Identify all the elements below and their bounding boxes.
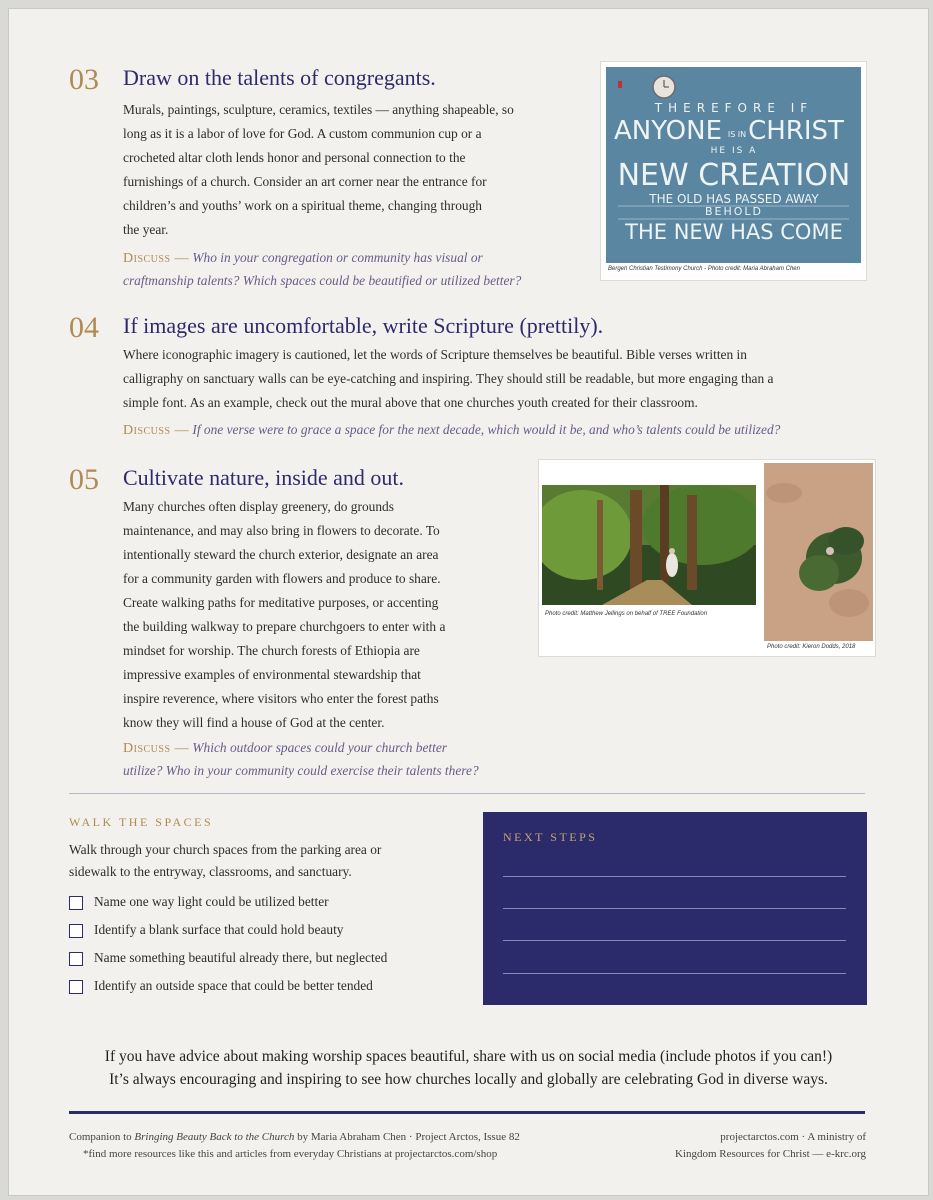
mural-photo-frame [600,61,867,281]
checklist-label: Name something beautiful already there, but neglected [94,950,388,965]
mural-caption: Bergen Christian Testimony Church - Photo credit: Maria Abraham Chen [608,266,800,272]
checkbox[interactable] [69,952,83,966]
page [8,8,929,1196]
checklist-label: Name one way light could be utilized better [94,894,329,909]
section-heading: Cultivate nature, inside and out. [123,465,405,490]
section-heading: Draw on the talents of congregants. [123,65,436,90]
discuss-label: Discuss — [123,741,190,756]
discuss-prompt: Discuss — Which outdoor spaces could your church better utilize? Who in your community could exercise their talents there? [123,740,479,778]
section-04 [69,311,869,441]
checklist-label: Identify a blank surface that could hold beauty [94,922,344,937]
next-steps-line[interactable] [503,940,846,941]
mural-line-1: THEREFORE IF [654,101,814,115]
mural-line-3: IS IN [727,130,747,139]
section-heading: If images are uncomfortable, write Scripture (prettily). [123,313,604,338]
aerial-caption: Photo credit: Kieron Dodds, 2018 [767,644,856,650]
checkbox[interactable] [69,980,83,994]
mural-line-8: BEHOLD [704,205,764,218]
next-steps-title: NEXT STEPS [503,830,598,844]
next-steps-line[interactable] [503,876,846,877]
section-divider [69,793,865,794]
mural-line-9: THE NEW HAS COME [625,220,843,244]
mural-photo [606,67,861,263]
mural-line-4: CHRIST [748,116,844,146]
mural-line-2: ANYONE [613,116,723,146]
checklist-label: Identify an outside space that could be better tended [94,978,373,993]
section-body: Murals, paintings, sculpture, ceramics, textiles — anything shapeable, so long as it is a labor of love for God. A custom communion cup or a crocheted altar cloth lends honor and personal connection to the furnishings of a church. Consider an art corner near the entrance for children’s and youths’ work on a spiritual theme, changing through the year. [123,102,514,237]
closing-message: If you have advice about making worship spaces beautiful, share with us on social media (include photos if you can!) It’s always encouraging and inspiring to see how churches locally and globally are celebrating God in diverse ways. [104,1048,833,1088]
discuss-label: Discuss — [123,423,190,438]
footer-credits: Companion to Bringing Beauty Back to the Church by Maria Abraham Chen · Project Arctos, Issue 82 *find more resources like this and articles from everyday Christians at projectarctos.com/shop [69,1129,520,1163]
mural-line-6: NEW CREATION [617,158,851,193]
discuss-prompt: Discuss — Who in your congregation or community has visual or craftmanship talents? Which spaces could be beautified or utilized better? [123,250,522,288]
footer-rule [69,1111,865,1114]
section-05 [69,463,539,793]
section-03 [69,63,589,303]
section-body: Many churches often display greenery, do grounds maintenance, and may also bring in flowers to decorate. To intentionally steward the church exterior, designate an area for a community garden with flowers and produce to share. Create walking paths for meditative purposes, or accenting the building walkway to prepare churchgoers to enter with a mindset for worship. The church forests of Ethiopia are impressive examples of environmental stewardship that inspire reverence, where visitors who enter the forest paths know they will find a house of God at the center. [123,499,446,730]
footer-krc-link[interactable]: Kingdom Resources for Christ — e-krc.org [674,1148,866,1160]
section-number: 04 [69,311,99,344]
next-steps-line[interactable] [503,973,846,974]
section-number: 03 [69,63,99,96]
church-forest-aerial-photo [764,463,873,641]
next-steps-panel [483,812,867,1005]
wall-switch [618,81,622,88]
walk-title: WALK THE SPACES [69,815,214,829]
next-steps-line[interactable] [503,908,846,909]
footer-resources-link[interactable]: *find more resources like this and articles from everyday Christians at projectarctos.com/shop [83,1148,498,1160]
forest-caption: Photo credit: Matthew Jellings on behalf of TREE Foundation [545,611,708,617]
walk-intro: Walk through your church spaces from the parking area or sidewalk to the entryway, classrooms, and sanctuary. [69,842,382,879]
nature-photos-frame [538,459,876,657]
forest-path-photo [542,485,756,605]
book-title: Bringing Beauty Back to the Church [134,1131,295,1143]
discuss-prompt: Discuss — If one verse were to grace a space for the next decade, which would it be, and who’s talents could be utilized? [123,422,781,438]
mural-line-5: HE IS A [710,146,758,156]
section-body: Where iconographic imagery is cautioned, let the words of Scripture themselves be beautiful. Bible verses written in calligraphy on sanctuary walls can be eye-catching and inspiring. They should still be readable, but more engaging than a simple font. As an example, check out the mural above that one churches youth created for their classroom. [123,347,774,410]
checkbox[interactable] [69,896,83,910]
footer-site-link[interactable]: projectarctos.com · A ministry of [720,1131,866,1143]
footer-ministry [675,1129,866,1163]
discuss-label: Discuss — [123,251,190,266]
checkbox[interactable] [69,924,83,938]
mural-line-7: THE OLD HAS PASSED AWAY [649,192,819,206]
section-number: 05 [69,463,99,496]
